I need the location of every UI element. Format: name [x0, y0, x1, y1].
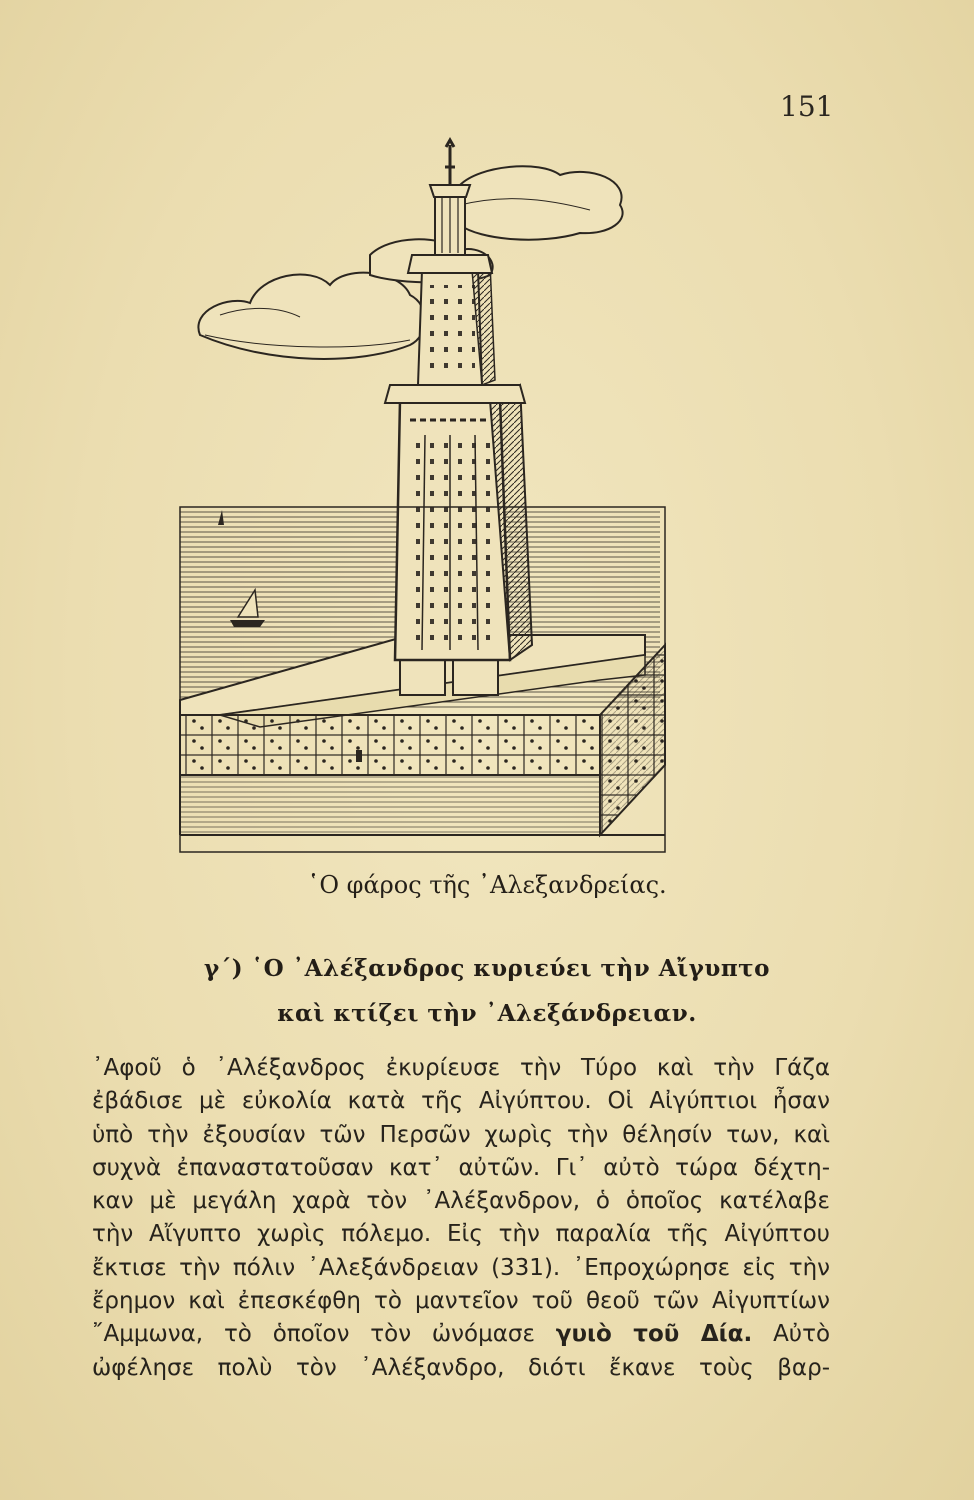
body-line: ὠφέλησε πολὺ τὸν ᾿Αλέξανδρο, διότι ἔκανε τοὺς βαρ-: [92, 1354, 830, 1381]
body-line-with-emphasis: [92, 1318, 830, 1351]
body-line: καν μὲ μεγάλη χαρὰ τὸν ᾿Αλέξανδρον, ὁ ὁποῖος κατέλαβε: [92, 1188, 830, 1215]
body-paragraph: [92, 1052, 830, 1385]
body-line-tail: Αὐτὸ: [773, 1321, 831, 1348]
body-line-text: ῎Αμμωνα, τὸ ὁποῖον τὸν ὠνόμασε: [92, 1321, 535, 1348]
body-line: συχνὰ ἐπαναστατοῦσαν κατ᾿ αὐτῶν. Γι᾿ αὐτὸ τώρα δέχτη-: [92, 1154, 830, 1181]
emphasis-text: γυιὸ τοῦ Δία.: [555, 1321, 753, 1348]
body-line: ἔκτισε τὴν πόλιν ᾿Αλεξάνδρειαν (331). ᾿Επροχώρησε εἰς τὴν: [92, 1254, 830, 1281]
section-heading-line-1: γ΄) ῾Ο ᾿Αλέξανδρος κυριεύει τὴν Αἴγυπτο: [204, 955, 770, 982]
body-line: ἔρημον καὶ ἐπεσκέφθη τὸ μαντεῖον τοῦ θεοῦ τῶν Αἰγυπτίων: [92, 1288, 830, 1315]
lighthouse-illustration: [160, 135, 680, 870]
figure-caption: ῾Ο φάρος τῆς ᾿Αλεξανδρείας.: [307, 871, 667, 899]
body-line: τὴν Αἴγυπτο χωρὶς πόλεμο. Εἰς τὴν παραλία τῆς Αἰγύπτου: [92, 1221, 830, 1248]
body-line: ᾿Αφοῦ ὁ ᾿Αλέξανδρος ἐκυρίευσε τὴν Τύρο καὶ τὴν Γάζα: [92, 1055, 830, 1081]
body-line: ἐβάδισε μὲ εὐκολία κατὰ τῆς Αἰγύπτου. Οἱ Αἰγύπτιοι ἦσαν: [92, 1088, 830, 1115]
section-heading-line-2: καὶ κτίζει τὴν ᾿Αλεξάνδρειαν.: [277, 1000, 697, 1027]
page-number: 151: [780, 90, 834, 123]
body-line: ὑπὸ τὴν ἐξουσίαν τῶν Περσῶν χωρὶς τὴν θέλησίν των, καὶ: [92, 1121, 830, 1148]
